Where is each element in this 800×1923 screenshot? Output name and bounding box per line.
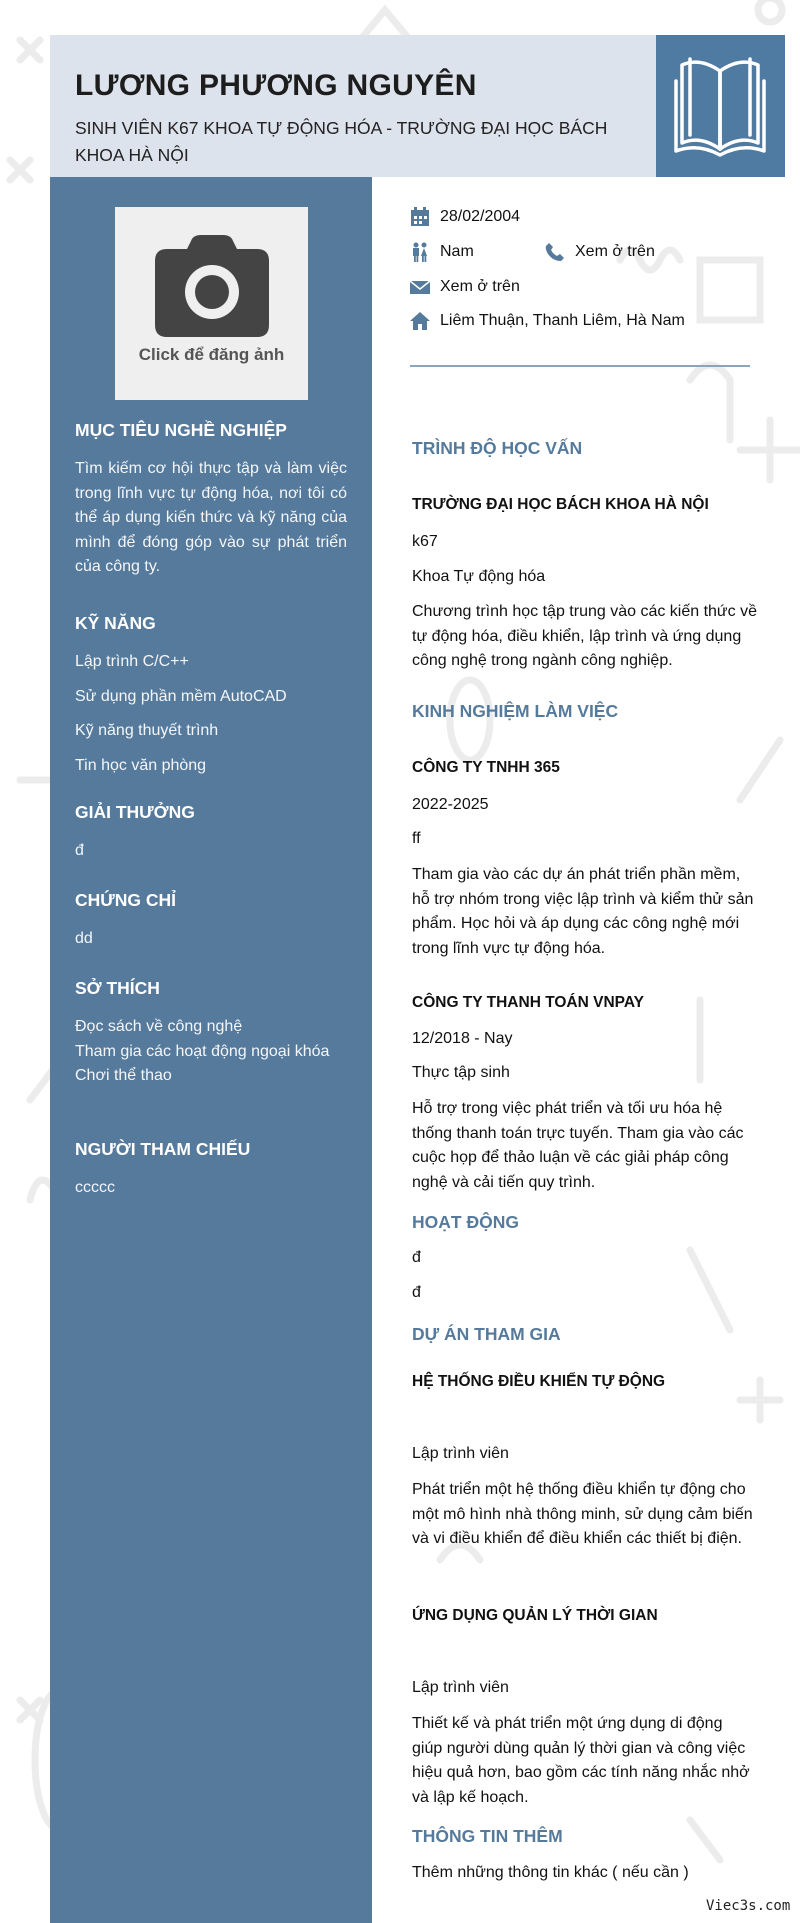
education-description[interactable]: Chương trình học tập trung vào các kiến thức về tự động hóa, điều khiển, lập trình và ứng dụng công nghệ trong ngành công nghiệp. <box>412 603 757 669</box>
hobby-item[interactable]: Tham gia các hoạt động ngoại khóa <box>75 1042 330 1060</box>
project-description[interactable]: Thiết kế và phát triển một ứng dụng di động giúp người dùng quản lý thời gian và công việc hiệu quả hơn, bao gồm các tính năng nhắc nhở và lập kế hoạch. <box>412 1715 750 1806</box>
birthday-value[interactable]: 28/02/2004 <box>440 208 521 225</box>
career-goal-section <box>75 420 347 580</box>
project-description[interactable]: Phát triển một hệ thống điều khiển tự động cho một mô hình nhà thông minh, sử dụng cảm biến và vi điều khiển để điều khiển các thiết bị điện. <box>412 1481 753 1547</box>
camera-icon <box>153 235 271 339</box>
awards-title: GIẢI THƯỞNG <box>75 802 195 822</box>
job-role[interactable]: ff <box>412 830 421 847</box>
footer-watermark: Viec3s.com <box>706 1898 791 1914</box>
hobbies-title: SỞ THÍCH <box>75 978 160 998</box>
activities-title: HOẠT ĐỘNG <box>412 1212 519 1232</box>
gender-icon <box>410 242 430 262</box>
job-role[interactable]: Thực tập sinh <box>412 1064 510 1081</box>
references-text[interactable]: ccccc <box>75 1179 115 1196</box>
extra-text[interactable]: Thêm những thông tin khác ( nếu cần ) <box>412 1864 689 1881</box>
skill-item[interactable]: Sử dụng phần mềm AutoCAD <box>75 687 287 705</box>
skill-item[interactable]: Kỹ năng thuyết trình <box>75 722 219 739</box>
home-icon <box>410 311 430 331</box>
job-company[interactable]: CÔNG TY TNHH 365 <box>412 759 560 776</box>
email-value[interactable]: Xem ở trên <box>440 278 520 295</box>
open-book-icon <box>656 35 785 177</box>
certificates-section <box>75 890 347 952</box>
address-value[interactable]: Liêm Thuận, Thanh Liêm, Hà Nam <box>440 312 685 329</box>
header-logo <box>656 35 785 177</box>
skill-item[interactable]: Tin học văn phòng <box>75 756 207 774</box>
activity-item[interactable]: đ <box>412 1249 421 1266</box>
phone-row <box>545 242 655 262</box>
cv-sidebar <box>50 177 372 1923</box>
references-section <box>75 1139 347 1201</box>
project-role[interactable]: Lập trình viên <box>412 1679 509 1696</box>
skill-item[interactable]: Lập trình C/C++ <box>75 653 189 670</box>
job-period[interactable]: 12/2018 - Nay <box>412 1030 513 1047</box>
job-period[interactable]: 2022-2025 <box>412 796 489 813</box>
email-row <box>410 277 520 297</box>
career-goal-title: MỤC TIÊU NGHỀ NGHIỆP <box>75 420 287 440</box>
project-name[interactable]: HỆ THỐNG ĐIỀU KHIỂN TỰ ĐỘNG <box>412 1373 666 1390</box>
awards-section <box>75 802 347 864</box>
cv-header <box>50 35 656 177</box>
hobby-item[interactable]: Đọc sách về công nghệ <box>75 1018 243 1035</box>
project-name[interactable]: ỨNG DỤNG QUẢN LÝ THỜI GIAN <box>412 1607 658 1624</box>
birthday-row <box>410 207 520 227</box>
job-description[interactable]: Hỗ trợ trong việc phát triển và tối ưu hóa hệ thống thanh toán trực tuyến. Tham gia vào các cuộc họp để thảo luận về các giải pháp công nghệ và cải tiến quy trình. <box>412 1100 744 1191</box>
projects-title: DỰ ÁN THAM GIA <box>412 1324 561 1344</box>
project-role[interactable]: Lập trình viên <box>412 1445 509 1462</box>
contact-divider <box>410 365 750 367</box>
education-title: TRÌNH ĐỘ HỌC VẤN <box>412 438 583 458</box>
certificates-text[interactable]: dd <box>75 930 93 947</box>
skills-section <box>75 613 347 778</box>
activity-item[interactable]: đ <box>412 1284 421 1301</box>
references-title: NGƯỜI THAM CHIẾU <box>75 1139 251 1159</box>
certificates-title: CHỨNG CHỈ <box>75 890 177 910</box>
avatar-upload-label: Click để đăng ảnh <box>138 345 285 364</box>
job-description[interactable]: Tham gia vào các dự án phát triển phần mềm, hỗ trợ nhóm trong việc lập trình và kiểm thử sản phẩm. Học hỏi và áp dụng các công nghệ mới trong lĩnh vực tự động hóa. <box>412 866 754 957</box>
awards-text[interactable]: đ <box>75 842 84 859</box>
calendar-icon <box>410 207 430 227</box>
job-company[interactable]: CÔNG TY THANH TOÁN VNPAY <box>412 994 644 1011</box>
phone-icon <box>545 242 565 262</box>
candidate-subtitle[interactable]: SINH VIÊN K67 KHOA TỰ ĐỘNG HÓA - TRƯỜNG ĐẠI HỌC BÁCH KHOA HÀ NỘI <box>75 118 608 165</box>
cv-page <box>50 35 785 1923</box>
hobbies-section <box>75 978 347 1089</box>
hobby-item[interactable]: Chơi thể thao <box>75 1067 172 1084</box>
candidate-name[interactable]: LƯƠNG PHƯƠNG NGUYÊN <box>75 69 477 102</box>
career-goal-text[interactable]: Tìm kiếm cơ hội thực tập và làm việc trong lĩnh vực tự động hóa, nơi tôi có thể áp dụng kiến thức và kỹ năng của mình để đóng góp vào sự phát triển của công ty. <box>75 460 347 575</box>
phone-value[interactable]: Xem ở trên <box>575 243 655 260</box>
extra-title: THÔNG TIN THÊM <box>412 1826 563 1846</box>
experience-title: KINH NGHIỆM LÀM VIỆC <box>412 701 619 721</box>
education-cohort[interactable]: k67 <box>412 533 438 550</box>
gender-row <box>410 242 474 262</box>
avatar-upload[interactable] <box>115 207 308 400</box>
education-major[interactable]: Khoa Tự động hóa <box>412 568 546 585</box>
skills-title: KỸ NĂNG <box>75 613 156 633</box>
education-school[interactable]: TRƯỜNG ĐẠI HỌC BÁCH KHOA HÀ NỘI <box>412 496 709 513</box>
address-row <box>410 311 685 331</box>
gender-value[interactable]: Nam <box>440 243 474 260</box>
envelope-icon <box>410 277 430 297</box>
